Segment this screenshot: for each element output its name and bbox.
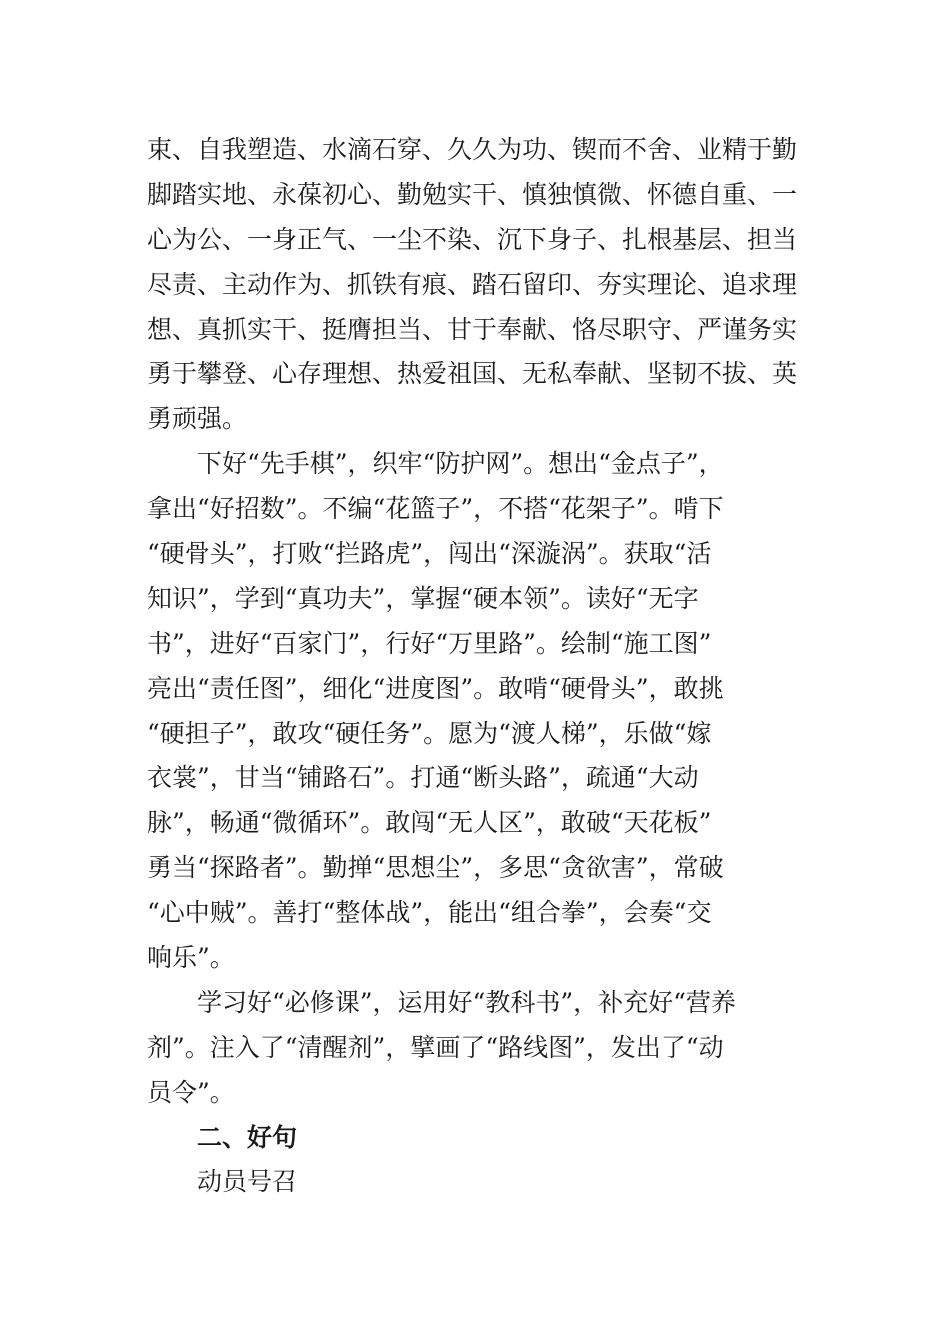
text-line: 勇于攀登、心存理想、热爱祖国、无私奉献、坚韧不拔、英 (147, 359, 798, 389)
text-line: “心中贼”。善打“整体战”，能出“组合拳”，会奏“交 (147, 898, 712, 928)
text-line: 响乐”。 (147, 943, 235, 973)
section-heading: 二、好句 (197, 1122, 298, 1152)
text-line: 束、自我塑造、水滴石穿、久久为功、锲而不舍、业精于勤 (147, 135, 798, 164)
text-line: 知识”，学到“真功夫”，掌握“硬本领”。读好“无字 (147, 583, 699, 613)
text-line: 脚踏实地、永葆初心、勤勉实干、慎独慎微、怀德自重、一 (147, 179, 798, 209)
text-line: 尽责、主动作为、抓铁有痕、踏石留印、夯实理论、追求理 (147, 269, 798, 299)
text-line: 亮出“责任图”，细化“进度图”。敢啃“硬骨头”，敢挑 (147, 673, 724, 703)
text-line: 勇当“探路者”。勤掸“思想尘”，多思“贪欲害”，常破 (147, 853, 724, 883)
paragraph-first-line: 下好“先手棋”，织牢“防护网”。想出“金点子”， (197, 449, 724, 479)
text-line: 剂”。注入了“清醒剂”，擘画了“路线图”，发出了“动 (147, 1032, 724, 1062)
document-body (147, 128, 807, 1205)
text-line: 脉”，畅通“微循环”。敢闯“无人区”，敢破“天花板” (147, 808, 712, 838)
text-line: 员令”。 (147, 1077, 235, 1107)
text-line: “硬骨头”，打败“拦路虎”，闯出“深漩涡”。获取“活 (147, 539, 712, 569)
text-line: 勇顽强。 (147, 404, 248, 434)
text-line: “硬担子”，敢攻“硬任务”。愿为“渡人梯”，乐做“嫁 (147, 718, 712, 748)
subheading: 动员号召 (197, 1167, 298, 1197)
text-line: 书”，进好“百家门”，行好“万里路”。绘制“施工图” (147, 628, 712, 658)
paragraph-first-line: 学习好“必修课”，运用好“教科书”，补充好“营养 (197, 987, 736, 1017)
text-line: 心为公、一身正气、一尘不染、沉下身子、扎根基层、担当 (147, 224, 798, 254)
text-line: 衣裳”，甘当“铺路石”。打通“断头路”，疏通“大动 (147, 763, 699, 793)
text-line: 拿出“好招数”。不编“花篮子”，不搭“花架子”。啃下 (147, 494, 724, 524)
text-line: 想、真抓实干、挺膺担当、甘于奉献、恪尽职守、严谨务实 (147, 314, 798, 344)
